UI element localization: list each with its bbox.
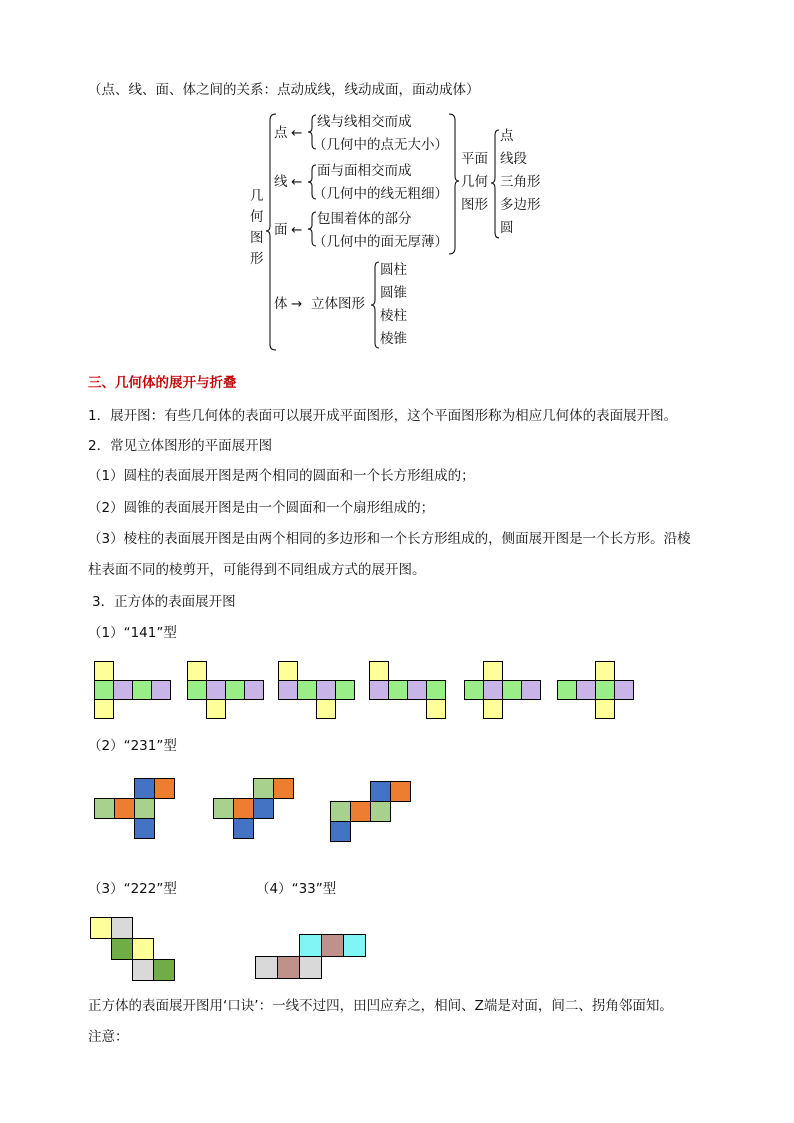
- net-square: [94, 661, 114, 681]
- net-square: [253, 798, 274, 819]
- net-square: [233, 798, 254, 819]
- intro-text: （点、线、面、体之间的关系：点动成线，线动成面，面动成体）: [88, 82, 480, 98]
- tree-point-label: 点: [274, 125, 288, 141]
- plane-item: 三角形: [500, 174, 541, 190]
- net-square: [154, 778, 175, 799]
- list-item: 柱表面不同的棱剪开，可能得到不同组成方式的展开图。: [88, 562, 426, 578]
- net-square: [299, 956, 322, 979]
- type-33-label: （4）“33”型: [256, 881, 337, 897]
- net-square: [132, 959, 154, 981]
- plane-item: 点: [500, 128, 514, 144]
- net-square: [407, 680, 427, 700]
- net-square: [94, 680, 114, 700]
- paragraph: 2．常见立体图形的平面展开图: [88, 438, 273, 454]
- net-square: [426, 680, 446, 700]
- plane-item: 线段: [500, 151, 527, 167]
- net-square: [113, 680, 133, 700]
- net-square: [595, 680, 615, 700]
- net-square: [278, 680, 298, 700]
- net-square: [134, 798, 155, 819]
- net-square: [134, 818, 155, 839]
- net-square: [350, 801, 371, 822]
- net-square: [483, 680, 503, 700]
- tree-solid-label: 体: [274, 296, 288, 312]
- net-square: [370, 801, 391, 822]
- net-square: [134, 778, 155, 799]
- net-square: [388, 680, 408, 700]
- net-square: [299, 934, 322, 957]
- net-square: [151, 680, 171, 700]
- line-desc-2: （几何中的线无粗细）: [313, 186, 448, 202]
- paragraph: 1．展开图：有些几何体的表面可以展开成平面图形，这个平面图形称为相应几何体的表面展开图。: [88, 408, 678, 424]
- net-square: [253, 778, 274, 799]
- net-square: [557, 680, 577, 700]
- net-square: [369, 680, 389, 700]
- net-square: [244, 680, 264, 700]
- list-item: （1）圆柱的表面展开图是两个相同的圆面和一个长方形组成的；: [88, 468, 475, 484]
- net-square: [330, 821, 351, 842]
- paragraph: 3．正方体的表面展开图: [92, 594, 236, 610]
- net-square: [483, 699, 503, 719]
- net-square: [297, 680, 317, 700]
- net-square: [576, 680, 596, 700]
- net-square: [502, 680, 522, 700]
- tree-root-label: 几 何 图 形: [250, 188, 264, 267]
- point-desc-2: （几何中的点无大小）: [313, 137, 448, 153]
- net-square: [114, 798, 135, 819]
- line-desc-1: 面与面相交而成: [317, 163, 412, 179]
- tree-face-label: 面: [274, 222, 288, 238]
- solid-item: 棱柱: [380, 308, 407, 324]
- net-square: [206, 680, 226, 700]
- net-square: [233, 818, 254, 839]
- net-square: [213, 798, 234, 819]
- arrow-left-icon: ←: [291, 222, 303, 238]
- note-label: 注意：: [88, 1029, 129, 1045]
- net-square: [255, 956, 278, 979]
- net-square: [521, 680, 541, 700]
- net-square: [595, 699, 615, 719]
- plane-label: 平面: [461, 151, 488, 167]
- list-item: （3）棱柱的表面展开图是由两个相同的多边形和一个长方形组成的，侧面展开图是一个长方形。沿棱: [88, 531, 691, 547]
- net-square: [277, 956, 300, 979]
- net-square: [369, 661, 389, 681]
- net-square: [316, 680, 336, 700]
- solid-item: 棱锥: [380, 331, 407, 347]
- face-desc-1: 包围着体的部分: [317, 211, 412, 227]
- net-square: [225, 680, 245, 700]
- arrow-left-icon: ←: [291, 125, 303, 141]
- type-231-label: （2）“231”型: [88, 738, 177, 754]
- plane-label: 几何: [461, 174, 488, 190]
- net-square: [316, 699, 336, 719]
- net-square: [273, 778, 294, 799]
- net-square: [187, 661, 207, 681]
- mnemonic-text: 正方体的表面展开图用‘口诀’：一线不过四，田凹应弃之，相间、Z端是对面，间二、拐角邻面知。: [88, 998, 673, 1014]
- section-heading: 三、几何体的展开与折叠: [88, 375, 237, 391]
- net-square: [321, 934, 344, 957]
- arrow-right-icon: →: [291, 296, 303, 312]
- point-desc-1: 线与线相交而成: [317, 114, 412, 130]
- net-square: [187, 680, 207, 700]
- net-square: [335, 680, 355, 700]
- net-square: [111, 938, 133, 960]
- arrow-left-icon: ←: [291, 174, 303, 190]
- tree-line-label: 线: [274, 174, 288, 190]
- plane-label: 图形: [461, 197, 488, 213]
- net-square: [111, 917, 133, 939]
- type-141-label: （1）“141”型: [88, 625, 177, 641]
- solid-item: 圆锥: [380, 285, 407, 301]
- net-square: [464, 680, 484, 700]
- net-square: [614, 680, 634, 700]
- solid-figures-label: 立体图形: [311, 296, 365, 312]
- net-square: [206, 699, 226, 719]
- net-square: [370, 781, 391, 802]
- net-square: [132, 938, 154, 960]
- type-222-label: （3）“222”型: [88, 881, 177, 897]
- solid-item: 圆柱: [380, 262, 407, 278]
- net-square: [595, 661, 615, 681]
- net-square: [390, 781, 411, 802]
- net-square: [94, 699, 114, 719]
- face-desc-2: （几何中的面无厚薄）: [313, 234, 448, 250]
- net-square: [426, 699, 446, 719]
- list-item: （2）圆锥的表面展开图是由一个圆面和一个扇形组成的；: [88, 500, 435, 516]
- net-square: [278, 661, 298, 681]
- net-square: [330, 801, 351, 822]
- net-square: [132, 680, 152, 700]
- net-square: [94, 798, 115, 819]
- net-square: [153, 959, 175, 981]
- net-square: [343, 934, 366, 957]
- net-square: [90, 917, 112, 939]
- plane-item: 圆: [500, 220, 514, 236]
- plane-item: 多边形: [500, 197, 541, 213]
- net-square: [483, 661, 503, 681]
